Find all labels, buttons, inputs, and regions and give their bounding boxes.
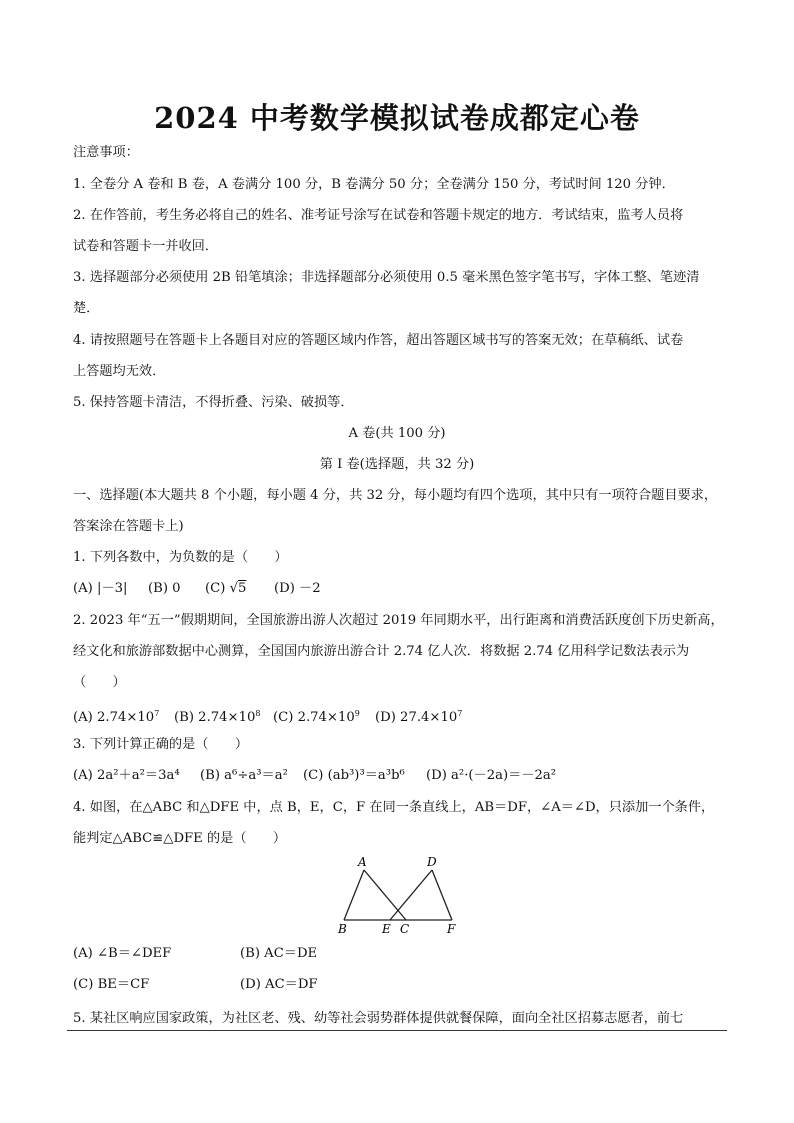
label-F: F xyxy=(447,922,456,936)
q3-stem: 3. 下列计算正确的是（ ） xyxy=(73,737,249,752)
label-A: A xyxy=(358,855,367,869)
q2-option-c: (C) $2.74\times 10^9$ xyxy=(273,709,360,725)
triangles-figure xyxy=(330,852,460,938)
instructions-line-1: 一、选择题(本大题共 8 个小题，每小题 4 分，共 32 分，每小题均有四个选项，其中只有一项符合题目要求， xyxy=(73,488,718,503)
instructions-line-2: 答案涂在答题卡上) xyxy=(73,519,184,534)
q2-option-b: (B) $2.74\times 10^8$ xyxy=(174,709,261,725)
q4-option-b: (B) AC＝DE xyxy=(240,946,318,961)
q4-option-d: (D) AC＝DF xyxy=(240,977,318,992)
notes-heading: 注意事项： xyxy=(73,145,139,160)
q4-option-a: (A) ∠B＝∠DEF xyxy=(73,946,172,961)
note-3-line-1: 3. 选择题部分必须使用 2B 铅笔填涂；非选择题部分必须使用 0.5 毫米黑色签字笔书写，字体工整、笔迹清 xyxy=(73,270,700,285)
segment-DF xyxy=(432,870,452,920)
q1-option-b: (B) 0 xyxy=(148,581,181,596)
q4-line-1: 4. 如图，在△ABC 和△DFE 中，点 B，E，C，F 在同一条直线上，AB＝DF，∠A＝∠D，只添加一个条件， xyxy=(73,800,715,815)
note-4-line-2: 上答题均无效． xyxy=(73,364,166,379)
page-title: 2024 中考数学模拟试卷成都定心卷 xyxy=(154,101,640,135)
label-D: D xyxy=(427,855,437,869)
segment-AB xyxy=(344,870,364,920)
section-a-heading: A 卷(共 100 分) xyxy=(348,426,446,441)
note-2-line-1: 2. 在作答前，考生务必将自己的姓名、准考证号涂写在试卷和答题卡规定的地方．考试结束，监考人员将 xyxy=(73,208,684,223)
note-2-line-2: 试卷和答题卡一并收回． xyxy=(73,239,219,254)
note-3-line-2: 楚． xyxy=(73,301,100,316)
bottom-divider xyxy=(67,1030,727,1031)
q3-option-b: (B) a⁶÷a³＝a² xyxy=(200,768,288,783)
part-one-heading: 第 I 卷(选择题，共 32 分) xyxy=(319,457,475,472)
sqrt-symbol: √ xyxy=(229,581,238,596)
q1-option-a: (A) |－3| xyxy=(73,581,128,596)
q4-line-2: 能判定△ABC≌△DFE 的是（ ） xyxy=(73,831,287,846)
q1-option-d: (D) －2 xyxy=(274,581,321,596)
segment-AC xyxy=(364,870,406,920)
q2-line-2: 经文化和旅游部数据中心测算，全国国内旅游出游合计 2.74 亿人次．将数据 2.74 亿用科学记数法表示为 xyxy=(73,644,690,659)
segment-DE xyxy=(390,870,432,920)
q1-stem: 1. 下列各数中，为负数的是（ ） xyxy=(73,550,288,565)
q1-option-c-prefix: (C) xyxy=(205,581,230,596)
label-E: E xyxy=(382,922,391,936)
q2-option-d: (D) $27.4\times 10^7$ xyxy=(375,709,463,725)
label-B: B xyxy=(338,922,347,936)
q3-option-a: (A) 2a²＋a²＝3a⁴ xyxy=(73,768,180,783)
note-4-line-1: 4. 请按照题号在答题卡上各题目对应的答题区域内作答，超出答题区域书写的答案无效；在草稿纸、试卷 xyxy=(73,333,684,348)
q2-line-1: 2. 2023 年“五一”假期期间，全国旅游出游人次超过 2019 年同期水平，出行距离和消费活跃度创下历史新高， xyxy=(73,613,724,628)
note-1: 1. 全卷分 A 卷和 B 卷，A 卷满分 100 分，B 卷满分 50 分；全卷满分 150 分，考试时间 120 分钟． xyxy=(73,177,675,192)
q4-option-c: (C) BE＝CF xyxy=(73,977,150,992)
q2-line-3: （ ） xyxy=(73,675,126,690)
q1-option-c-radicand: 5 xyxy=(237,581,247,596)
q3-option-d: (D) a²·(－2a)＝－2a² xyxy=(426,768,557,783)
q2-option-a: (A) $2.74\times 10^7$ xyxy=(73,709,160,725)
q1-option-c xyxy=(205,580,246,598)
q3-option-c: (C) (ab³)³＝a³b⁶ xyxy=(303,768,405,783)
label-C: C xyxy=(400,922,410,936)
q5-line-1: 5. 某社区响应国家政策，为社区老、残、幼等社会弱势群体提供就餐保障，面向全社区招募志愿者，前七 xyxy=(73,1011,684,1026)
note-5: 5. 保持答题卡清洁，不得折叠、污染、破损等． xyxy=(73,395,354,410)
